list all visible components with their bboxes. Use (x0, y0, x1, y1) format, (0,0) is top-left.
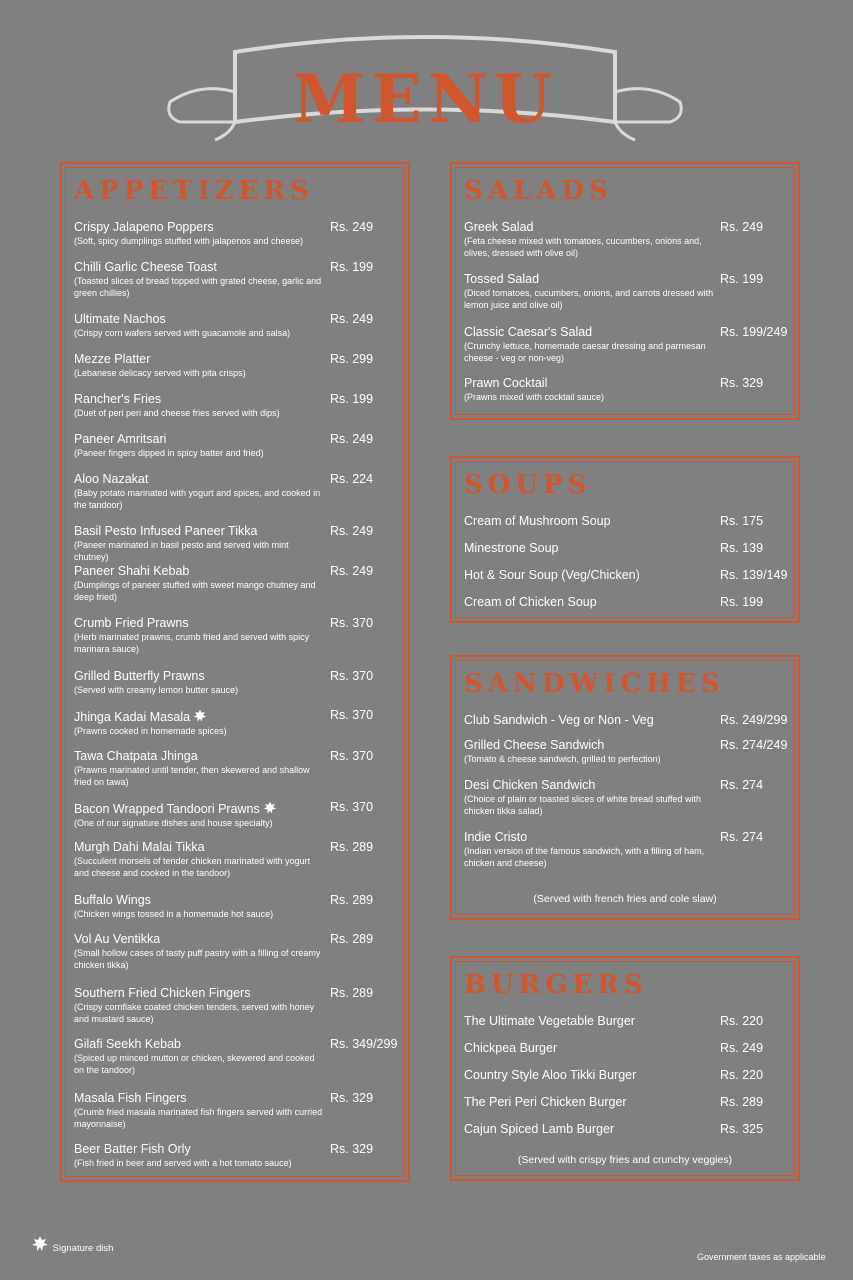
item-description: (Prawns mixed with cocktail sauce) (464, 392, 605, 402)
sandwiches-section (450, 655, 800, 920)
item-price: Rs. 175 (720, 514, 764, 528)
item-name: Beer Batter Fish Orly (74, 1142, 191, 1156)
item-name: Club Sandwich - Veg or Non - Veg (464, 713, 654, 727)
item-description: (Crispy corn wafers served with guacamole and salsa) (74, 328, 291, 338)
item-name: Masala Fish Fingers (74, 1091, 187, 1105)
item-name: Paneer Shahi Kebab (74, 564, 190, 578)
menu-item (464, 272, 790, 311)
item-price: Rs. 370 (330, 669, 374, 683)
item-name: Cajun Spiced Lamb Burger (464, 1122, 615, 1136)
menu-item (74, 392, 400, 419)
menu-item (464, 738, 790, 765)
item-description: (Fish fried in beer and served with a hot tomato sauce) (74, 1158, 292, 1168)
item-price: Rs. 249/299 (720, 713, 788, 727)
menu-item (74, 932, 400, 971)
item-description: (Choice of plain or toasted slices of white bread stuffed with chicken tikka salad) (464, 794, 701, 816)
item-price: Rs. 329 (330, 1142, 374, 1156)
item-description: (Feta cheese mixed with tomatoes, cucumbers, onions and, olives, dressed with olive oil) (464, 236, 702, 258)
item-name: Cream of Mushroom Soup (464, 514, 611, 528)
menu-item (464, 1095, 790, 1110)
item-price: Rs. 139 (720, 541, 764, 555)
item-name: Grilled Cheese Sandwich (464, 738, 605, 752)
salads-section (450, 162, 800, 420)
item-description: (Prawns marinated until tender, then skewered and shallow fried on tawa) (74, 765, 310, 787)
item-description: (Diced tomatoes, cucumbers, onions, and carrots dressed with lemon juice and olive oil) (464, 288, 714, 310)
burgers-title: BURGERS (464, 970, 648, 1000)
menu-item (74, 564, 400, 603)
item-price: Rs. 289 (330, 986, 374, 1000)
item-name: The Ultimate Vegetable Burger (464, 1014, 635, 1028)
menu-item (464, 514, 790, 529)
item-price: Rs. 249 (330, 524, 374, 538)
item-name: Bacon Wrapped Tandoori Prawns (74, 800, 400, 817)
item-description: (One of our signature dishes and house specialty) (74, 818, 273, 828)
menu-item (464, 1041, 790, 1056)
menu-item (74, 352, 400, 379)
burgers-note: (Served with crispy fries and crunchy veggies) (517, 1154, 733, 1166)
item-name: Prawn Cocktail (464, 376, 548, 390)
item-description: (Dumplings of paneer stuffed with sweet mango chutney and deep fried) (74, 580, 316, 602)
item-price: Rs. 274 (720, 830, 764, 844)
item-description: (Herb marinated prawns, crumb fried and served with spicy marinara sauce) (74, 632, 310, 654)
item-price: Rs. 220 (720, 1068, 764, 1082)
item-price: Rs. 370 (330, 708, 374, 722)
item-price: Rs. 289 (330, 932, 374, 946)
item-description: (Crunchy lettuce, homemade caesar dressing and parmesan cheese - veg or non-veg) (464, 341, 706, 363)
menu-item (464, 713, 790, 728)
menu-item (464, 376, 790, 403)
menu-item (74, 616, 400, 655)
item-name: Crumb Fried Prawns (74, 616, 189, 630)
item-name: Country Style Aloo Tikki Burger (464, 1068, 637, 1082)
appetizers-section (60, 162, 410, 1182)
item-description: (Toasted slices of bread topped with grated cheese, garlic and green chillies) (74, 276, 322, 298)
item-price: Rs. 370 (330, 616, 374, 630)
menu-item (74, 749, 400, 788)
item-name: Chilli Garlic Cheese Toast (74, 260, 217, 274)
menu-item (74, 260, 400, 299)
item-name: Hot & Sour Soup (Veg/Chicken) (464, 568, 640, 582)
menu-item (464, 1122, 790, 1137)
item-name: Tossed Salad (464, 272, 540, 286)
menu-item (74, 432, 400, 459)
item-name: Paneer Amritsari (74, 432, 167, 446)
item-price: Rs. 249 (720, 220, 764, 234)
item-price: Rs. 274/249 (720, 738, 788, 752)
item-name: Rancher's Fries (74, 392, 162, 406)
item-name: Ultimate Nachos (74, 312, 166, 326)
signature-legend (28, 1234, 113, 1254)
menu-item (464, 1014, 790, 1029)
item-name: Basil Pesto Infused Paneer Tikka (74, 524, 258, 538)
item-price: Rs. 249 (330, 312, 374, 326)
menu-item (74, 986, 400, 1025)
item-description: (Soft, spicy dumplings stuffed with jalapenos and cheese) (74, 236, 303, 246)
item-description: (Tomato & cheese sandwich, grilled to perfection) (464, 754, 661, 764)
item-price: Rs. 199/249 (720, 325, 788, 339)
item-price: Rs. 289 (330, 840, 374, 854)
item-price: Rs. 199 (330, 392, 374, 406)
item-description: (Indian version of the famous sandwich, with a filling of ham, chicken and cheese) (464, 846, 705, 868)
item-price: Rs. 370 (330, 749, 374, 763)
item-price: Rs. 370 (330, 800, 374, 814)
appetizers-title: APPETIZERS (74, 176, 314, 206)
signature-dish-icon (192, 708, 208, 724)
menu-item (464, 220, 790, 259)
item-name: Minestrone Soup (464, 541, 559, 555)
item-price: Rs. 199 (330, 260, 374, 274)
item-price: Rs. 199 (720, 595, 764, 609)
item-name: Greek Salad (464, 220, 534, 234)
menu-item (464, 541, 790, 556)
item-name: The Peri Peri Chicken Burger (464, 1095, 627, 1109)
menu-item (74, 800, 400, 829)
item-name: Mezze Platter (74, 352, 151, 366)
item-name: Indie Cristo (464, 830, 528, 844)
sandwiches-title: SANDWICHES (464, 669, 725, 699)
menu-item (74, 669, 400, 696)
item-name: Grilled Butterfly Prawns (74, 669, 205, 683)
item-description: (Paneer marinated in basil pesto and served with mint chutney) (74, 540, 289, 562)
item-name: Classic Caesar's Salad (464, 325, 593, 339)
menu-item (464, 1068, 790, 1083)
menu-item (464, 778, 790, 817)
menu-item (74, 1037, 400, 1076)
item-price: Rs. 289 (720, 1095, 764, 1109)
item-description: (Succulent morsels of tender chicken marinated with yogurt and cheese and cooked in the tandoor) (74, 856, 311, 878)
item-price: Rs. 325 (720, 1122, 764, 1136)
menu-banner (160, 22, 690, 152)
soups-section (450, 456, 800, 623)
item-price: Rs. 329 (720, 376, 764, 390)
item-description: (Duet of peri peri and cheese fries served with dips) (74, 408, 280, 418)
item-name: Crispy Jalapeno Poppers (74, 220, 214, 234)
item-price: Rs. 249 (720, 1041, 764, 1055)
menu-item (74, 840, 400, 879)
item-description: (Crumb fried masala marinated fish fingers served with curried mayonnaise) (74, 1107, 323, 1129)
item-price: Rs. 249 (330, 220, 374, 234)
item-price: Rs. 224 (330, 472, 374, 486)
item-price: Rs. 299 (330, 352, 374, 366)
item-name: Gilafi Seekh Kebab (74, 1037, 182, 1051)
menu-item (74, 893, 400, 920)
item-name: Desi Chicken Sandwich (464, 778, 596, 792)
sandwiches-note: (Served with french fries and cole slaw) (533, 893, 717, 905)
menu-item (74, 1091, 400, 1130)
page-title: MENU (292, 60, 558, 138)
item-name: Aloo Nazakat (74, 472, 149, 486)
item-price: Rs. 274 (720, 778, 764, 792)
item-description: (Lebanese delicacy served with pita crisps) (74, 368, 246, 378)
item-description: (Crispy cornflake coated chicken tenders, served with honey and mustard sauce) (74, 1002, 315, 1024)
menu-item (464, 830, 790, 869)
signature-dish-icon (30, 1234, 50, 1254)
item-description: (Chicken wings tossed in a homemade hot sauce) (74, 909, 274, 919)
item-description: (Baby potato marinated with yogurt and spices, and cooked in the tandoor) (74, 488, 321, 510)
item-price: Rs. 349/299 (330, 1037, 398, 1051)
item-description: (Small hollow cases of tasty puff pastry with a filling of creamy chicken tikka) (74, 948, 321, 970)
menu-item (74, 220, 400, 247)
signature-dish-icon (262, 800, 278, 816)
item-description: (Prawns cooked in homemade spices) (74, 726, 227, 736)
menu-item (464, 595, 790, 610)
item-price: Rs. 329 (330, 1091, 374, 1105)
soups-title: SOUPS (464, 470, 592, 500)
menu-item (74, 312, 400, 339)
item-price: Rs. 199 (720, 272, 764, 286)
taxes-note: Government taxes as applicable (697, 1252, 826, 1262)
item-price: Rs. 139/149 (720, 568, 788, 582)
item-price: Rs. 220 (720, 1014, 764, 1028)
menu-item (74, 1142, 400, 1169)
item-name: Vol Au Ventikka (74, 932, 161, 946)
item-name: Buffalo Wings (74, 893, 151, 907)
menu-item (464, 325, 790, 364)
menu-item (74, 472, 400, 511)
item-price: Rs. 289 (330, 893, 374, 907)
item-name: Tawa Chatpata Jhinga (74, 749, 198, 763)
item-name: Murgh Dahi Malai Tikka (74, 840, 205, 854)
menu-item (464, 568, 790, 583)
item-name: Cream of Chicken Soup (464, 595, 597, 609)
item-price: Rs. 249 (330, 564, 374, 578)
item-name: Jhinga Kadai Masala (74, 708, 400, 725)
burgers-section (450, 956, 800, 1181)
item-description: (Paneer fingers dipped in spicy batter and fried) (74, 448, 264, 458)
item-description: (Served with creamy lemon butter sauce) (74, 685, 239, 695)
menu-item (74, 708, 400, 737)
item-description: (Spiced up minced mutton or chicken, skewered and cooked on the tandoor) (74, 1053, 315, 1075)
signature-legend-label: Signature dish (52, 1243, 114, 1254)
salads-title: SALADS (464, 176, 613, 206)
item-name: Chickpea Burger (464, 1041, 558, 1055)
menu-item (74, 524, 400, 563)
item-price: Rs. 249 (330, 432, 374, 446)
item-name: Southern Fried Chicken Fingers (74, 986, 251, 1000)
